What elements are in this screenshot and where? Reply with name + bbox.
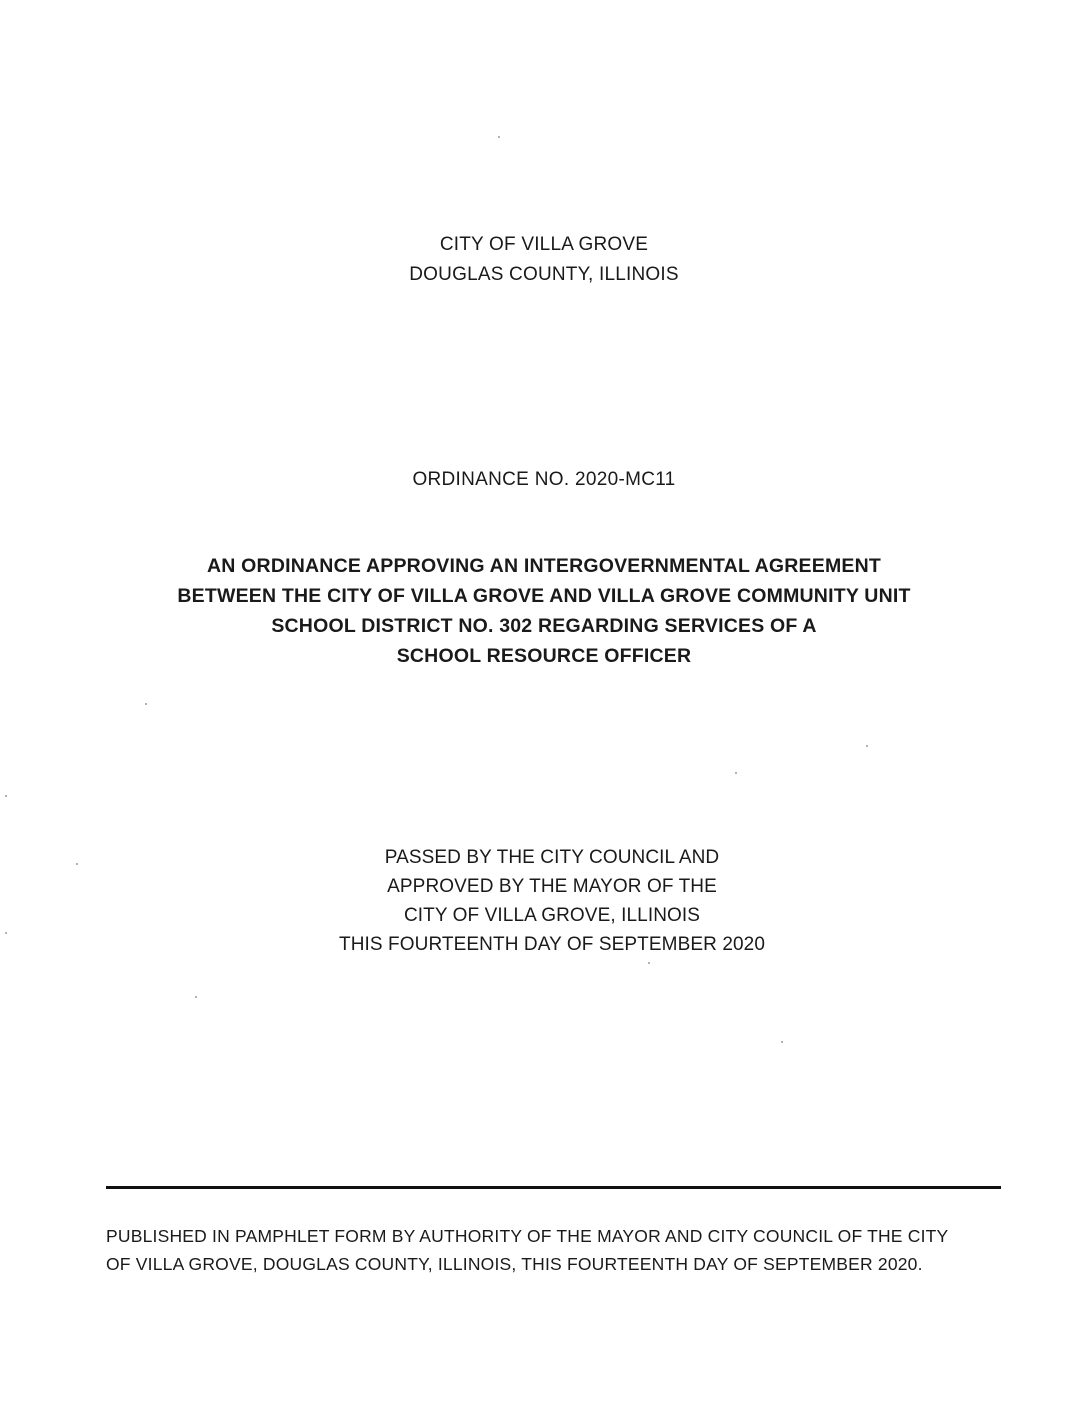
title-line: SCHOOL RESOURCE OFFICER: [396, 645, 692, 667]
scan-speck: [5, 932, 7, 934]
scan-speck: [145, 703, 147, 705]
scan-speck: [195, 996, 197, 998]
passage-line: APPROVED BY THE MAYOR OF THE: [387, 876, 717, 897]
ordinance-title: [0, 551, 1088, 671]
passage-line: PASSED BY THE CITY COUNCIL AND: [384, 847, 720, 868]
scan-speck: [498, 136, 500, 138]
scan-speck: [735, 772, 737, 774]
publication-statement: [106, 1222, 1006, 1278]
passage-line: CITY OF VILLA GROVE, ILLINOIS: [403, 905, 701, 926]
passage-statement: [8, 843, 1088, 959]
scan-speck: [648, 962, 650, 964]
title-line: AN ORDINANCE APPROVING AN INTERGOVERNMENTAL AGREEMENT: [207, 555, 881, 577]
municipality-header: [0, 230, 1088, 290]
header-city: CITY OF VILLA GROVE: [439, 234, 649, 255]
scan-speck: [866, 745, 868, 747]
publication-line: PUBLISHED IN PAMPHLET FORM BY AUTHORITY OF THE MAYOR AND CITY COUNCIL OF THE CITY: [106, 1226, 949, 1246]
scan-speck: [781, 1041, 783, 1043]
publication-line: OF VILLA GROVE, DOUGLAS COUNTY, ILLINOIS, THIS FOURTEENTH DAY OF SEPTEMBER 2020.: [106, 1254, 923, 1274]
scan-speck: [5, 795, 7, 797]
header-county: DOUGLAS COUNTY, ILLINOIS: [409, 264, 679, 285]
passage-line: THIS FOURTEENTH DAY OF SEPTEMBER 2020: [338, 934, 765, 955]
title-line: BETWEEN THE CITY OF VILLA GROVE AND VILLA GROVE COMMUNITY UNIT: [177, 585, 911, 607]
horizontal-divider: [106, 1186, 1001, 1189]
title-line: SCHOOL DISTRICT NO. 302 REGARDING SERVICES OF A: [271, 615, 817, 637]
ordinance-number: ORDINANCE NO. 2020-MC11: [412, 469, 676, 490]
scan-speck: [76, 863, 78, 865]
